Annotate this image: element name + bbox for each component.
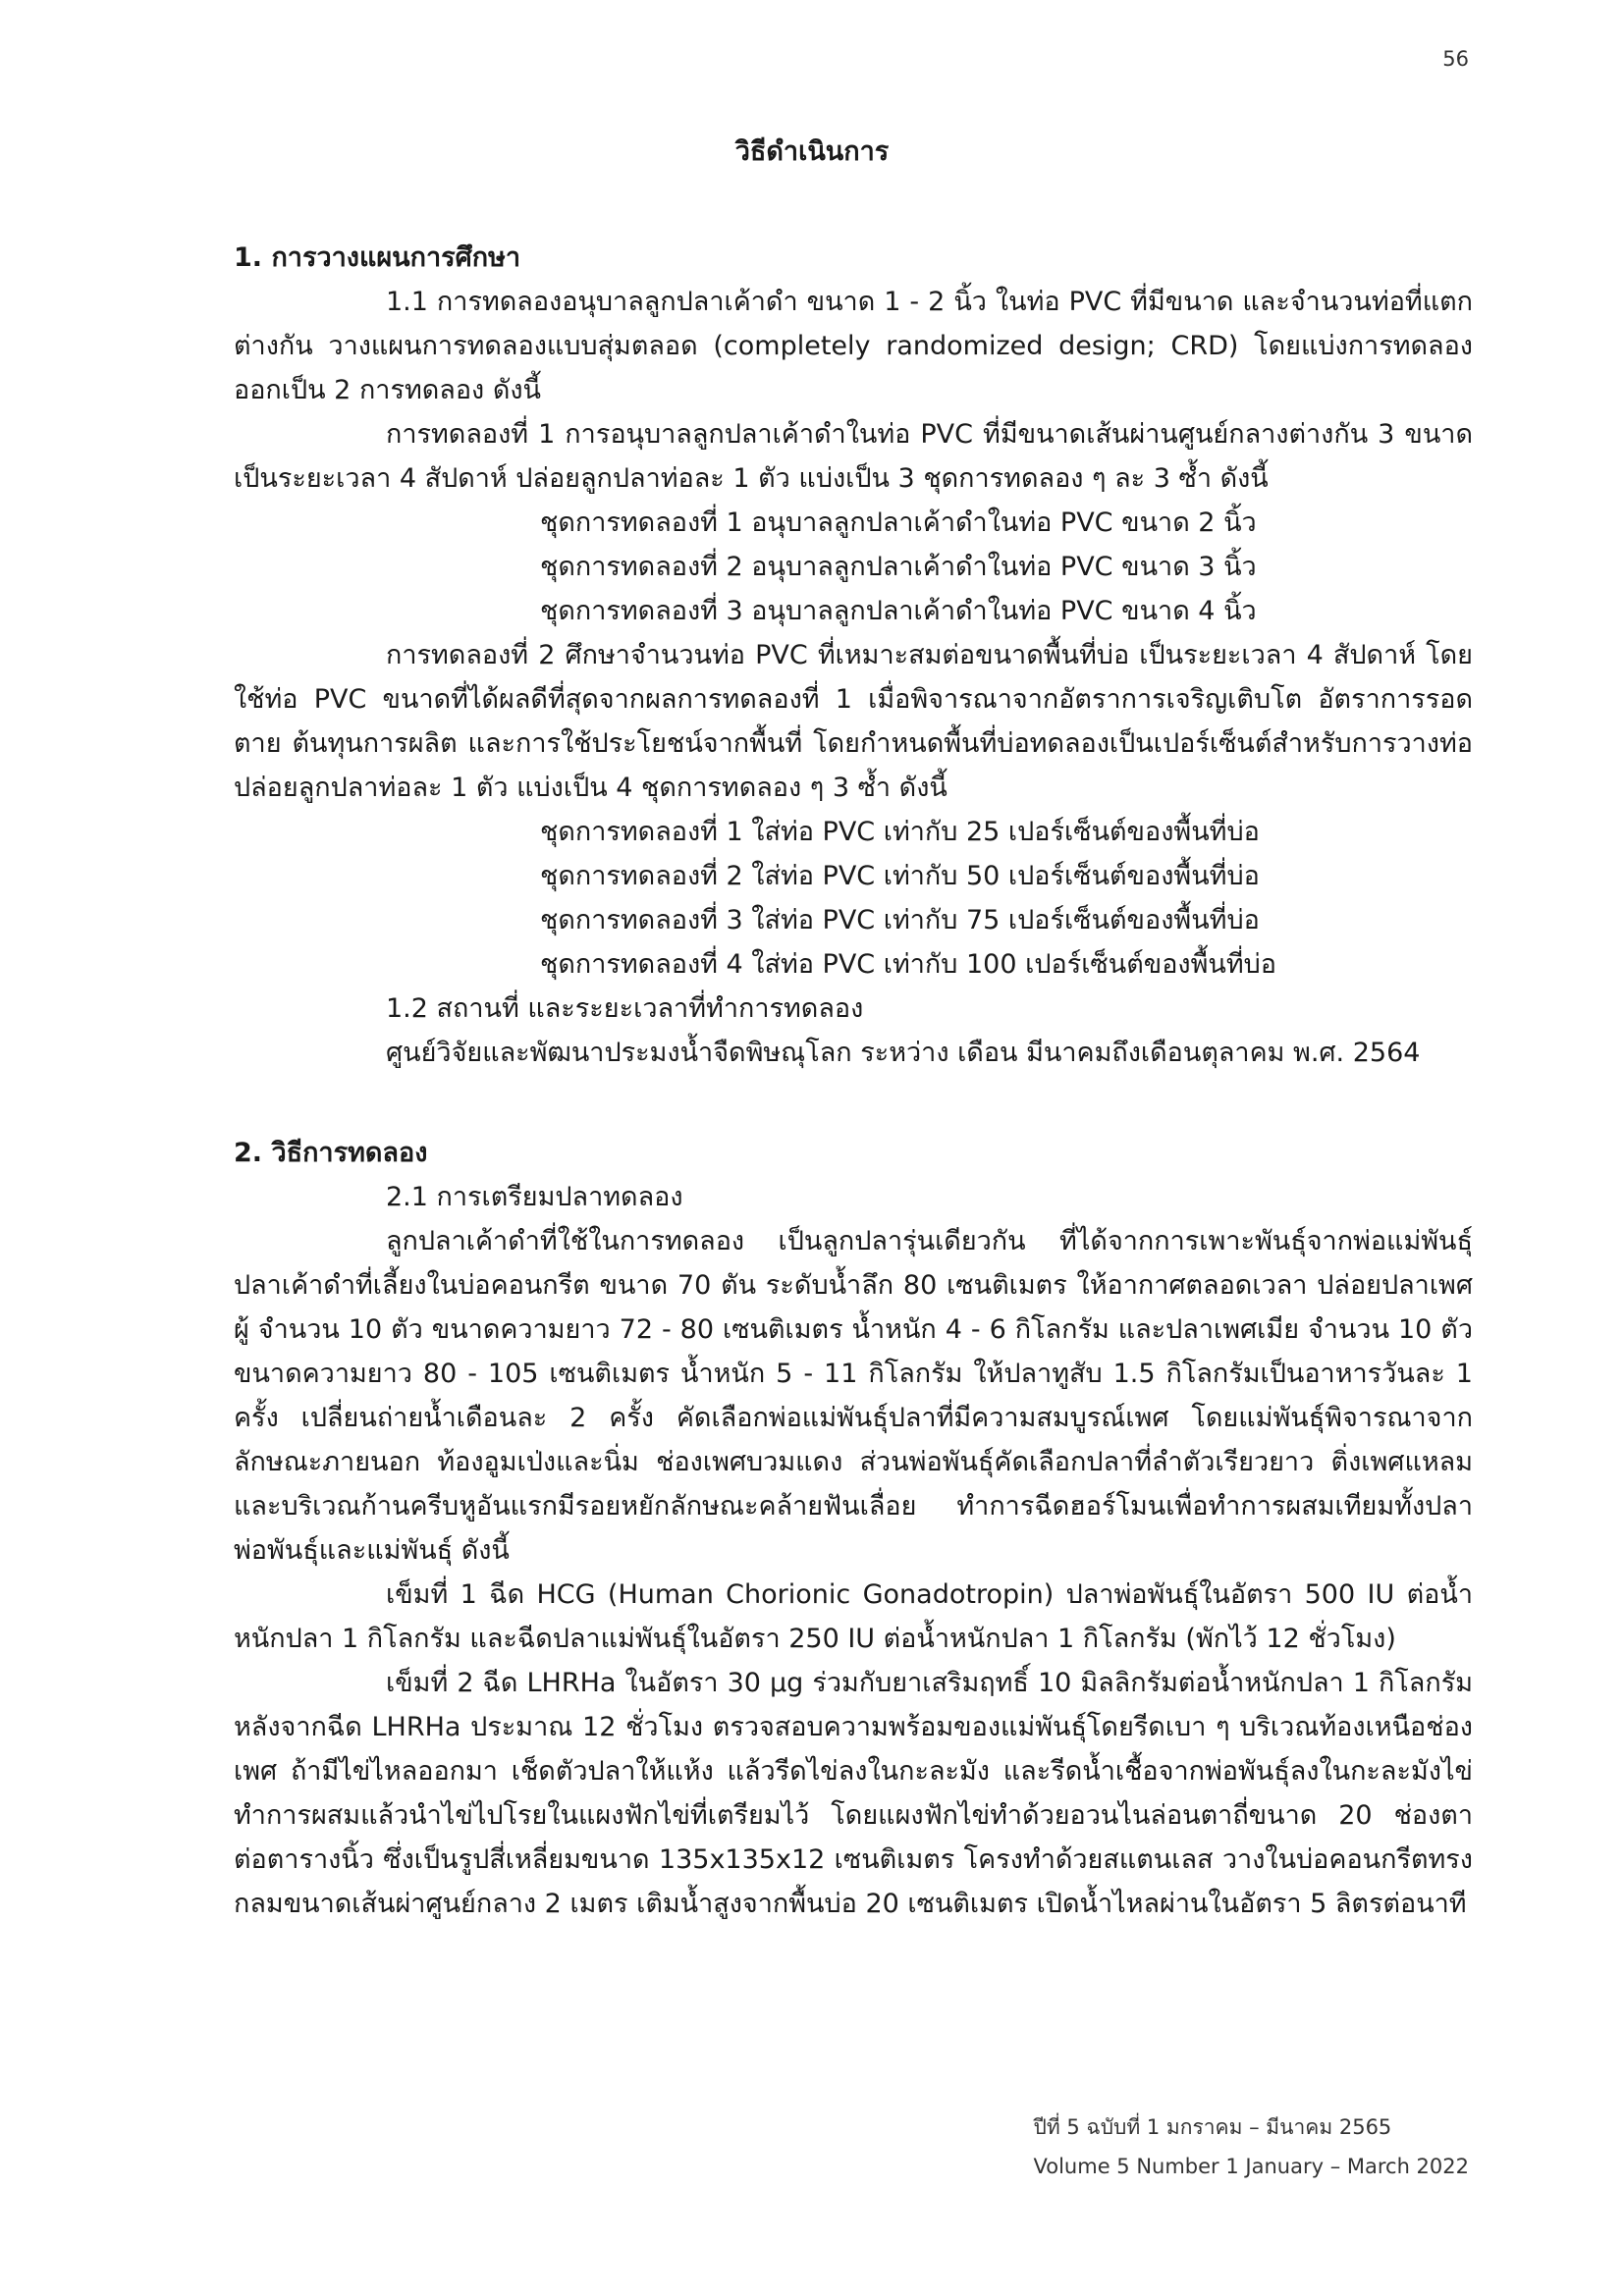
subsection-2-1-heading: 2.1 การเตรียมปลาทดลอง xyxy=(386,1182,683,1212)
exp1-item: ชุดการทดลองที่ 3 อนุบาลลูกปลาเค้าดำในท่อ PVC ขนาด 4 นิ้ว xyxy=(540,596,1257,626)
exp2-item: ชุดการทดลองที่ 2 ใส่ท่อ PVC เท่ากับ 50 เปอร์เซ็นต์ของพื้นที่บ่อ xyxy=(540,861,1260,891)
subsection-1-2-heading: 1.2 สถานที่ และระยะเวลาที่ทำการทดลอง xyxy=(386,993,864,1024)
experiment-1-text: การทดลองที่ 1 การอนุบาลลูกปลาเค้าดำในท่อ PVC ที่มีขนาดเส้นผ่านศูนย์กลางต่างกัน 3 ขนาด เป็นระยะเวลา 4 สัปดาห์ ปล่อยลูกปลาท่อละ 1 ตัว แบ่งเป็น 3 ชุดการทดลอง ๆ ละ 3 ซ้ำ ดังนี้ xyxy=(234,419,1473,494)
page-title: วิธีดำเนินการ xyxy=(734,136,890,167)
footer-english: Volume 5 Number 1 January – March 2022 xyxy=(1033,2155,1469,2178)
section-2-heading: 2. วิธีการทดลอง xyxy=(234,1138,428,1168)
footer-thai: ปีที่ 5 ฉบับที่ 1 มกราคม – มีนาคม 2565 xyxy=(1033,2115,1392,2139)
exp1-item: ชุดการทดลองที่ 2 อนุบาลลูกปลาเค้าดำในท่อ PVC ขนาด 3 นิ้ว xyxy=(540,552,1257,582)
paragraph-1-1: 1.1 การทดลองอนุบาลลูกปลาเค้าดำ ขนาด 1 - 2 นิ้ว ในท่อ PVC ที่มีขนาด และจำนวนท่อที่แตกต่างกัน วางแผนการทดลองแบบสุ่มตลอด (completely randomized design; CRD) โดยแบ่งการทดลองออกเป็น 2 การทดลอง ดังนี้ xyxy=(234,287,1473,405)
page-number: 56 xyxy=(1442,47,1469,71)
section-1-heading: 1. การวางแผนการศึกษา xyxy=(234,242,521,273)
exp2-item: ชุดการทดลองที่ 3 ใส่ท่อ PVC เท่ากับ 75 เปอร์เซ็นต์ของพื้นที่บ่อ xyxy=(540,905,1260,935)
body-content xyxy=(234,236,1473,1926)
exp1-item: ชุดการทดลองที่ 1 อนุบาลลูกปลาเค้าดำในท่อ PVC ขนาด 2 นิ้ว xyxy=(540,507,1257,538)
experiment-2-text: การทดลองที่ 2 ศึกษาจำนวนท่อ PVC ที่เหมาะสมต่อขนาดพื้นที่บ่อ เป็นระยะเวลา 4 สัปดาห์ โดยใช้ท่อ PVC ขนาดที่ได้ผลดีที่สุดจากผลการทดลองที่ 1 เมื่อพิจารณาจากอัตราการเจริญเติบโต อัตราการรอดตาย ต้นทุนการผลิต และการใช้ประโยชน์จากพื้นที่ โดยกำหนดพื้นที่บ่อทดลองเป็นเปอร์เซ็นต์สำหรับการวางท่อ ปล่อยลูกปลาท่อละ 1 ตัว แบ่งเป็น 4 ชุดการทดลอง ๆ 3 ซ้ำ ดังนี้ xyxy=(234,640,1473,803)
subsection-2-1-text: ลูกปลาเค้าดำที่ใช้ในการทดลอง เป็นลูกปลารุ่นเดียวกัน ที่ได้จากการเพาะพันธุ์จากพ่อแม่พันธุ์ปลาเค้าดำที่เลี้ยงในบ่อคอนกรีต ขนาด 70 ตัน ระดับน้ำลึก 80 เซนติเมตร ให้อากาศตลอดเวลา ปล่อยปลาเพศผู้ จำนวน 10 ตัว ขนาดความยาว 72 - 80 เซนติเมตร น้ำหนัก 4 - 6 กิโลกรัม และปลาเพศเมีย จำนวน 10 ตัว ขนาดความยาว 80 - 105 เซนติเมตร น้ำหนัก 5 - 11 กิโลกรัม ให้ปลาทูสับ 1.5 กิโลกรัมเป็นอาหารวันละ 1 ครั้ง เปลี่ยนถ่ายน้ำเดือนละ 2 ครั้ง คัดเลือกพ่อแม่พันธุ์ปลาที่มีความสมบูรณ์เพศ โดยแม่พันธุ์พิจารณาจากลักษณะภายนอก ท้องอูมเป่งและนิ่ม ช่องเพศบวมแดง ส่วนพ่อพันธุ์คัดเลือกปลาที่ลำตัวเรียวยาว ติ่งเพศแหลม และบริเวณก้านครีบหูอันแรกมีรอยหยักลักษณะคล้ายฟันเลื่อย ทำการฉีดฮอร์โมนเพื่อทำการผสมเทียมทั้งปลาพ่อพันธุ์และแม่พันธุ์ ดังนี้ xyxy=(234,1226,1473,1566)
dose-2-text: เข็มที่ 2 ฉีด LHRHa ในอัตรา 30 µg ร่วมกับยาเสริมฤทธิ์ 10 มิลลิกรัมต่อน้ำหนักปลา 1 กิโลกรัม หลังจากฉีด LHRHa ประมาณ 12 ชั่วโมง ตรวจสอบความพร้อมของแม่พันธุ์โดยรีดเบา ๆ บริเวณท้องเหนือช่องเพศ ถ้ามีไข่ไหลออกมา เช็ดตัวปลาให้แห้ง แล้วรีดไข่ลงในกะละมัง และรีดน้ำเชื้อจากพ่อพันธุ์ลงในกะละมังไข่ ทำการผสมแล้วนำไข่ไปโรยในแผงฟักไข่ที่เตรียมไว้ โดยแผงฟักไข่ทำด้วยอวนไนล่อนตาถี่ขนาด 20 ช่องตาต่อตารางนิ้ว ซึ่งเป็นรูปสี่เหลี่ยมขนาด 135x135x12 เซนติเมตร โครงทำด้วยสแตนเลส วางในบ่อคอนกรีตทรงกลมขนาดเส้นผ่าศูนย์กลาง 2 เมตร เติมน้ำสูงจากพื้นบ่อ 20 เซนติเมตร เปิดน้ำไหลผ่านในอัตรา 5 ลิตรต่อนาที xyxy=(234,1668,1473,1919)
exp2-item: ชุดการทดลองที่ 4 ใส่ท่อ PVC เท่ากับ 100 เปอร์เซ็นต์ของพื้นที่บ่อ xyxy=(540,949,1277,980)
journal-footer xyxy=(1034,2108,1469,2186)
exp2-item: ชุดการทดลองที่ 1 ใส่ท่อ PVC เท่ากับ 25 เปอร์เซ็นต์ของพื้นที่บ่อ xyxy=(540,817,1260,847)
subsection-1-2-text: ศูนย์วิจัยและพัฒนาประมงน้ำจืดพิษณุโลก ระหว่าง เดือน มีนาคมถึงเดือนตุลาคม พ.ศ. 2564 xyxy=(386,1038,1421,1068)
dose-1-text: เข็มที่ 1 ฉีด HCG (Human Chorionic Gonadotropin) ปลาพ่อพันธุ์ในอัตรา 500 IU ต่อน้ำหนักปลา 1 กิโลกรัม และฉีดปลาแม่พันธุ์ในอัตรา 250 IU ต่อน้ำหนักปลา 1 กิโลกรัม (พักไว้ 12 ชั่วโมง) xyxy=(234,1579,1473,1654)
